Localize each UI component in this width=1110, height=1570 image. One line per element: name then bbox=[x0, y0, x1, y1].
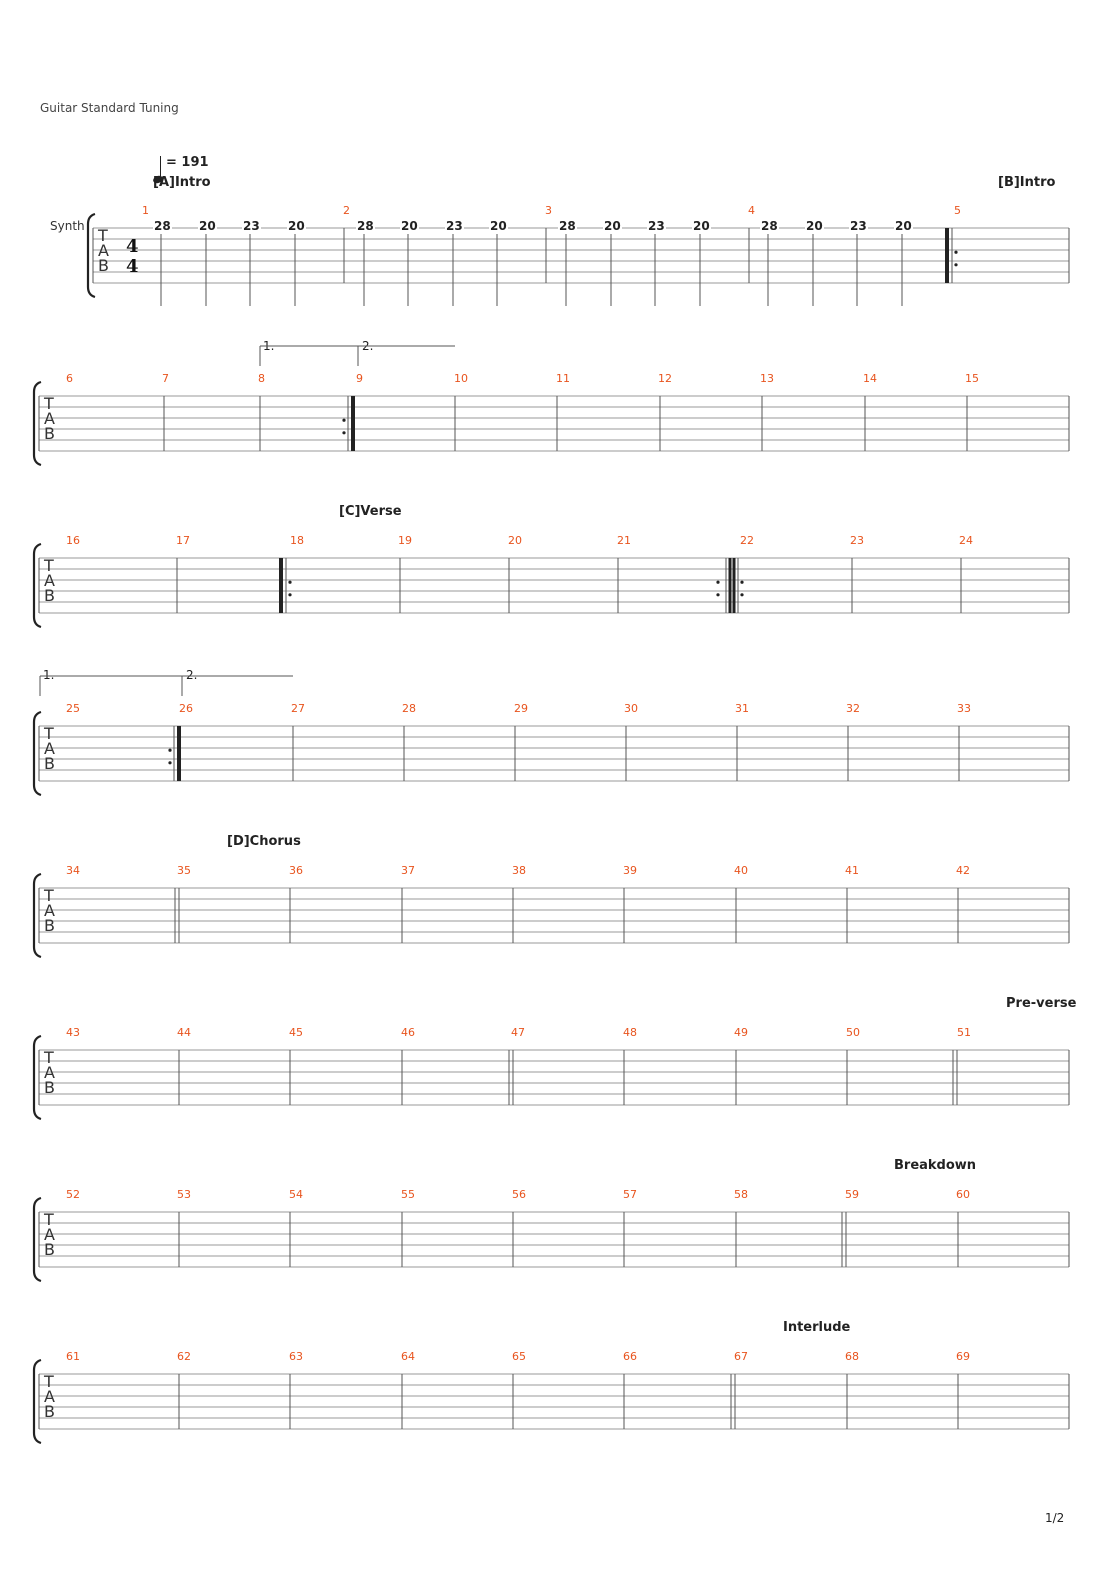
measure-number: 21 bbox=[617, 534, 631, 547]
measure-number: 43 bbox=[66, 1026, 80, 1039]
system-brace bbox=[34, 382, 41, 465]
tab-clef-letter: A bbox=[44, 1063, 55, 1082]
measure-number: 10 bbox=[454, 372, 468, 385]
measure-number: 5 bbox=[954, 204, 961, 217]
measure-number: 42 bbox=[956, 864, 970, 877]
tab-clef-letter: A bbox=[44, 739, 55, 758]
measure-number: 63 bbox=[289, 1350, 303, 1363]
page-number: 1/2 bbox=[1045, 1511, 1065, 1525]
measure-number: 55 bbox=[401, 1188, 415, 1201]
measure-number: 38 bbox=[512, 864, 526, 877]
measure-number: 57 bbox=[623, 1188, 637, 1201]
measure-number: 49 bbox=[734, 1026, 748, 1039]
measure-number: 3 bbox=[545, 204, 552, 217]
measure-number: 48 bbox=[623, 1026, 637, 1039]
measure-number: 65 bbox=[512, 1350, 526, 1363]
measure-number: 33 bbox=[957, 702, 971, 715]
tab-clef-letter: B bbox=[44, 1078, 55, 1097]
section-label-interlude: Interlude bbox=[783, 1320, 851, 1335]
measure-number: 13 bbox=[760, 372, 774, 385]
system-brace bbox=[88, 214, 95, 297]
measure-number: 9 bbox=[356, 372, 363, 385]
tab-clef-letter: T bbox=[44, 556, 54, 575]
ending-2-label: 2. bbox=[186, 668, 198, 682]
measure-number: 39 bbox=[623, 864, 637, 877]
system-brace bbox=[34, 1360, 41, 1443]
measure-number: 23 bbox=[850, 534, 864, 547]
section-label-b-intro: [B]Intro bbox=[998, 175, 1056, 190]
section-label-pre-verse: Pre-verse bbox=[1006, 996, 1077, 1011]
measure-number: 47 bbox=[511, 1026, 525, 1039]
ending-2-label: 2. bbox=[362, 339, 374, 353]
repeat-dot bbox=[954, 263, 957, 266]
measure-number: 28 bbox=[402, 702, 416, 715]
time-signature-top: 4 bbox=[126, 236, 139, 257]
fret-number: 20 bbox=[895, 219, 912, 233]
measure-number: 50 bbox=[846, 1026, 860, 1039]
repeat-dot bbox=[740, 593, 743, 596]
measure-number: 53 bbox=[177, 1188, 191, 1201]
measure-number: 31 bbox=[735, 702, 749, 715]
tab-clef-letter: B bbox=[44, 754, 55, 773]
measure-number: 69 bbox=[956, 1350, 970, 1363]
measure-number: 61 bbox=[66, 1350, 80, 1363]
measure-number: 30 bbox=[624, 702, 638, 715]
system-brace bbox=[34, 712, 41, 795]
measure-number: 59 bbox=[845, 1188, 859, 1201]
measure-number: 40 bbox=[734, 864, 748, 877]
fret-number: 20 bbox=[490, 219, 507, 233]
tab-clef-letter: A bbox=[44, 901, 55, 920]
fret-number: 28 bbox=[154, 219, 171, 233]
tab-clef-letter: T bbox=[44, 394, 54, 413]
measure-number: 18 bbox=[290, 534, 304, 547]
measure-number: 66 bbox=[623, 1350, 637, 1363]
repeat-dot bbox=[342, 419, 345, 422]
repeat-dot bbox=[716, 593, 719, 596]
fret-number: 20 bbox=[604, 219, 621, 233]
tab-clef-letter: B bbox=[44, 424, 55, 443]
fret-number: 23 bbox=[648, 219, 665, 233]
tab-clef-letter: A bbox=[44, 1225, 55, 1244]
tuning-label: Guitar Standard Tuning bbox=[40, 101, 179, 115]
measure-number: 29 bbox=[514, 702, 528, 715]
fret-number: 20 bbox=[288, 219, 305, 233]
measure-number: 25 bbox=[66, 702, 80, 715]
measure-number: 68 bbox=[845, 1350, 859, 1363]
ending-1-label: 1. bbox=[263, 339, 275, 353]
measure-number: 27 bbox=[291, 702, 305, 715]
repeat-dot bbox=[288, 581, 291, 584]
measure-number: 36 bbox=[289, 864, 303, 877]
tab-clef-letter: T bbox=[44, 724, 54, 743]
measure-number: 52 bbox=[66, 1188, 80, 1201]
time-signature-bottom: 4 bbox=[126, 256, 139, 277]
repeat-dot bbox=[740, 581, 743, 584]
fret-number: 23 bbox=[243, 219, 260, 233]
measure-number: 7 bbox=[162, 372, 169, 385]
measure-number: 14 bbox=[863, 372, 877, 385]
fret-number: 28 bbox=[761, 219, 778, 233]
fret-number: 28 bbox=[559, 219, 576, 233]
measure-number: 45 bbox=[289, 1026, 303, 1039]
measure-number: 62 bbox=[177, 1350, 191, 1363]
measure-number: 24 bbox=[959, 534, 973, 547]
measure-number: 35 bbox=[177, 864, 191, 877]
measure-number: 46 bbox=[401, 1026, 415, 1039]
tab-clef-letter: T bbox=[44, 1372, 54, 1391]
section-label-breakdown: Breakdown bbox=[894, 1158, 977, 1173]
measure-number: 26 bbox=[179, 702, 193, 715]
measure-number: 67 bbox=[734, 1350, 748, 1363]
fret-number: 20 bbox=[693, 219, 710, 233]
section-label-c-verse: [C]Verse bbox=[339, 504, 402, 519]
system-brace bbox=[34, 1036, 41, 1119]
fret-number: 23 bbox=[446, 219, 463, 233]
tab-clef-letter: B bbox=[44, 916, 55, 935]
system-brace bbox=[34, 874, 41, 957]
repeat-dot bbox=[168, 761, 171, 764]
measure-number: 54 bbox=[289, 1188, 303, 1201]
measure-number: 32 bbox=[846, 702, 860, 715]
measure-number: 56 bbox=[512, 1188, 526, 1201]
measure-number: 17 bbox=[176, 534, 190, 547]
repeat-dot bbox=[168, 749, 171, 752]
measure-number: 16 bbox=[66, 534, 80, 547]
measure-number: 37 bbox=[401, 864, 415, 877]
tab-clef-letter: T bbox=[44, 1048, 54, 1067]
measure-number: 6 bbox=[66, 372, 73, 385]
measure-number: 2 bbox=[343, 204, 350, 217]
instrument-label: Synth bbox=[50, 219, 85, 233]
tab-clef-letter: B bbox=[98, 256, 109, 275]
repeat-dot bbox=[716, 581, 719, 584]
measure-number: 8 bbox=[258, 372, 265, 385]
fret-number: 23 bbox=[850, 219, 867, 233]
system-brace bbox=[34, 1198, 41, 1281]
ending-1-label: 1. bbox=[43, 668, 55, 682]
measure-number: 58 bbox=[734, 1188, 748, 1201]
measure-number: 64 bbox=[401, 1350, 415, 1363]
measure-number: 1 bbox=[142, 204, 149, 217]
tab-clef-letter: T bbox=[44, 1210, 54, 1229]
tab-clef-letter: A bbox=[44, 409, 55, 428]
tab-clef-letter: B bbox=[44, 1402, 55, 1421]
fret-number: 28 bbox=[357, 219, 374, 233]
tab-clef-letter: A bbox=[44, 571, 55, 590]
measure-number: 22 bbox=[740, 534, 754, 547]
measure-number: 19 bbox=[398, 534, 412, 547]
repeat-dot bbox=[288, 593, 291, 596]
fret-number: 20 bbox=[199, 219, 216, 233]
measure-number: 12 bbox=[658, 372, 672, 385]
repeat-dot bbox=[954, 251, 957, 254]
measure-number: 41 bbox=[845, 864, 859, 877]
measure-number: 51 bbox=[957, 1026, 971, 1039]
measure-number: 11 bbox=[556, 372, 570, 385]
repeat-dot bbox=[342, 431, 345, 434]
system-brace bbox=[34, 544, 41, 627]
tab-clef-letter: A bbox=[98, 241, 109, 260]
measure-number: 44 bbox=[177, 1026, 191, 1039]
measure-number: 4 bbox=[748, 204, 755, 217]
measure-number: 34 bbox=[66, 864, 80, 877]
section-label-d-chorus: [D]Chorus bbox=[227, 834, 301, 849]
section-label-a-intro: [A]Intro bbox=[153, 175, 211, 190]
measure-number: 20 bbox=[508, 534, 522, 547]
fret-number: 20 bbox=[401, 219, 418, 233]
tab-clef-letter: B bbox=[44, 1240, 55, 1259]
fret-number: 20 bbox=[806, 219, 823, 233]
tempo-text: = 191 bbox=[166, 155, 209, 170]
measure-number: 60 bbox=[956, 1188, 970, 1201]
tab-clef-letter: T bbox=[98, 226, 108, 245]
tab-clef-letter: B bbox=[44, 586, 55, 605]
tab-clef-letter: A bbox=[44, 1387, 55, 1406]
tab-clef-letter: T bbox=[44, 886, 54, 905]
measure-number: 15 bbox=[965, 372, 979, 385]
